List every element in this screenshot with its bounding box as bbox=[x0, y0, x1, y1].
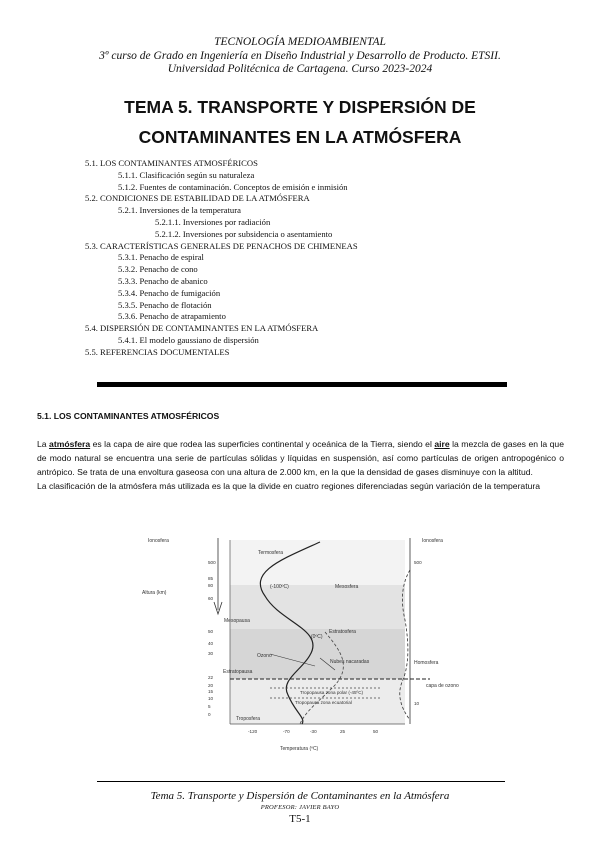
toc-entry: 5.3.6. Penacho de atrapamiento bbox=[118, 311, 226, 322]
toc-entry: 5.2.1.1. Inversiones por radiación bbox=[155, 216, 271, 227]
label-ionosfera-left: Ionosfera bbox=[148, 538, 169, 544]
atmosphere-diagram bbox=[130, 530, 470, 755]
chapter-title bbox=[0, 92, 600, 152]
label-capa-ozono: capa de ozono bbox=[426, 683, 459, 689]
paragraph-atmosphere bbox=[37, 437, 564, 479]
toc-entry: 5.3. CARACTERÍSTICAS GENERALES DE PENACHOS DE CHIMENEAS bbox=[85, 240, 358, 251]
footer-divider bbox=[97, 781, 505, 782]
x-tick-label: -70 bbox=[283, 729, 290, 734]
x-tick-label: -120 bbox=[248, 729, 258, 734]
toc-entry: 5.4. DISPERSIÓN DE CONTAMINANTES EN LA ATMÓSFERA bbox=[85, 323, 319, 334]
text-run: es la capa de aire que rodea las superficies continental y oceánica de la Tierra, siendo el bbox=[90, 439, 435, 449]
left-tick-label: 500 bbox=[208, 560, 216, 565]
x-tick-label: -30 bbox=[310, 729, 317, 734]
toc-entry: 5.2. CONDICIONES DE ESTABILIDAD DE LA ATMÓSFERA bbox=[85, 193, 310, 204]
page-number: T5-1 bbox=[289, 813, 311, 825]
keyword-atmosfera: atmósfera bbox=[49, 439, 91, 449]
band-thermosphere bbox=[230, 540, 405, 585]
label-ozono: Ozono bbox=[257, 653, 272, 659]
label-mesopausa: Mesopausa bbox=[224, 618, 250, 624]
label-temp-stratopause: (0ºC) bbox=[311, 634, 323, 640]
label-termosfera: Termosfera bbox=[258, 550, 284, 556]
left-tick-label: 50 bbox=[208, 629, 214, 634]
paragraph-classification: La clasificación de la atmósfera más utilizada es la que la divide en cuatro regiones diferenciadas según variación de la temperatura bbox=[37, 481, 541, 491]
label-y-axis: Altura (km) bbox=[142, 590, 167, 596]
table-of-contents bbox=[85, 158, 525, 359]
degree-line: 3º curso de Grado en Ingeniería en Diseño Industrial y Desarrollo de Producto. ETSII. bbox=[99, 49, 501, 62]
left-tick-label: 20 bbox=[208, 683, 214, 688]
section-heading: 5.1. LOS CONTAMINANTES ATMOSFÉRICOS bbox=[37, 411, 220, 421]
label-tropopause-polar: Tropopausa zona polar (-45ºC) bbox=[300, 690, 364, 695]
label-ionosfera-right: Ionosfera bbox=[422, 538, 443, 544]
text-run: la mezcla de gases en la que de modo natural se encuentra una serie de partículas sólidas y líquidas en suspensión, así como partículas de origen antropogénico o antrópico. Se trata de una envoltura gaseosa con una altura de 2.000 km, en la que la densidad de gases disminuye con la altitud. bbox=[37, 439, 564, 477]
x-tick-label: 50 bbox=[373, 729, 379, 734]
right-tick-500: 500 bbox=[414, 560, 422, 565]
course-title: TECNOLOGÍA MEDIOAMBIENTAL bbox=[214, 36, 386, 48]
label-tropopause-equatorial: Tropopausa zona ecuatorial bbox=[295, 700, 352, 705]
left-tick-label: 40 bbox=[208, 641, 214, 646]
footer-professor: PROFESOR: JAVIER BAYO bbox=[260, 804, 340, 811]
band-mesosphere bbox=[230, 585, 405, 629]
atmosphere-layers-figure bbox=[130, 530, 470, 755]
right-tick-10: 10 bbox=[414, 701, 420, 706]
left-tick-label: 10 bbox=[208, 696, 214, 701]
toc-entry: 5.3.3. Penacho de abanico bbox=[118, 275, 208, 286]
left-tick-labels bbox=[208, 560, 216, 717]
left-tick-label: 60 bbox=[208, 596, 214, 601]
left-tick-label: 80 bbox=[208, 583, 214, 588]
left-tick-label: 5 bbox=[208, 704, 211, 709]
keyword-aire: aire bbox=[434, 439, 450, 449]
toc-entry: 5.1. LOS CONTAMINANTES ATMOSFÉRICOS bbox=[85, 158, 258, 168]
label-nubes-nacaradas: Nubes nacaradas bbox=[330, 659, 370, 665]
label-estratopausa: Estratopausa bbox=[223, 669, 253, 675]
label-troposfera: Troposfera bbox=[236, 716, 260, 722]
label-mesosfera: Mesosfera bbox=[335, 584, 359, 590]
left-tick-label: 15 bbox=[208, 689, 214, 694]
left-tick-label: 85 bbox=[208, 576, 214, 581]
toc-entry: 5.3.5. Penacho de flotación bbox=[118, 299, 212, 310]
toc-entry: 5.2.1. Inversiones de la temperatura bbox=[118, 205, 241, 216]
university-line: Universidad Politécnica de Cartagena. Curso 2023-2024 bbox=[167, 63, 433, 75]
text-run: La bbox=[37, 439, 50, 449]
toc-entry: 5.5. REFERENCIAS DOCUMENTALES bbox=[85, 346, 230, 357]
toc-entry: 5.3.1. Penacho de espiral bbox=[118, 252, 204, 263]
left-tick-label: 0 bbox=[208, 712, 211, 717]
label-estratosfera: Estratosfera bbox=[329, 629, 356, 635]
toc-entry: 5.3.2. Penacho de cono bbox=[118, 264, 198, 275]
label-homosfera: Homosfera bbox=[414, 660, 439, 666]
toc-entry: 5.2.1.2. Inversiones por subsidencia o asentamiento bbox=[155, 228, 333, 239]
toc-entry: 5.1.2. Fuentes de contaminación. Conceptos de emisión e inmisión bbox=[118, 181, 348, 192]
footer-title: Tema 5. Transporte y Dispersión de Contaminantes en la Atmósfera bbox=[150, 790, 450, 802]
toc-entry: 5.4.1. El modelo gaussiano de dispersión bbox=[118, 334, 259, 345]
toc-entry: 5.1.1. Clasificación según su naturaleza bbox=[118, 169, 255, 180]
page-footer bbox=[0, 789, 600, 826]
x-tick-label: 25 bbox=[340, 729, 346, 734]
left-tick-label: 30 bbox=[208, 651, 214, 656]
left-tick-label: 22 bbox=[208, 675, 214, 680]
section-body bbox=[37, 437, 564, 493]
label-x-axis: Temperatura (ºC) bbox=[280, 746, 319, 752]
section-divider bbox=[97, 382, 507, 387]
document-header bbox=[0, 36, 600, 77]
chapter-title-line1: TEMA 5. TRANSPORTE Y DISPERSIÓN DE bbox=[124, 97, 476, 117]
x-tick-labels bbox=[248, 729, 379, 734]
toc-entry: 5.3.4. Penacho de fumigación bbox=[118, 287, 221, 298]
label-temp-mesopause: (-100ºC) bbox=[270, 584, 289, 590]
chapter-title-line2: CONTAMINANTES EN LA ATMÓSFERA bbox=[138, 127, 462, 147]
